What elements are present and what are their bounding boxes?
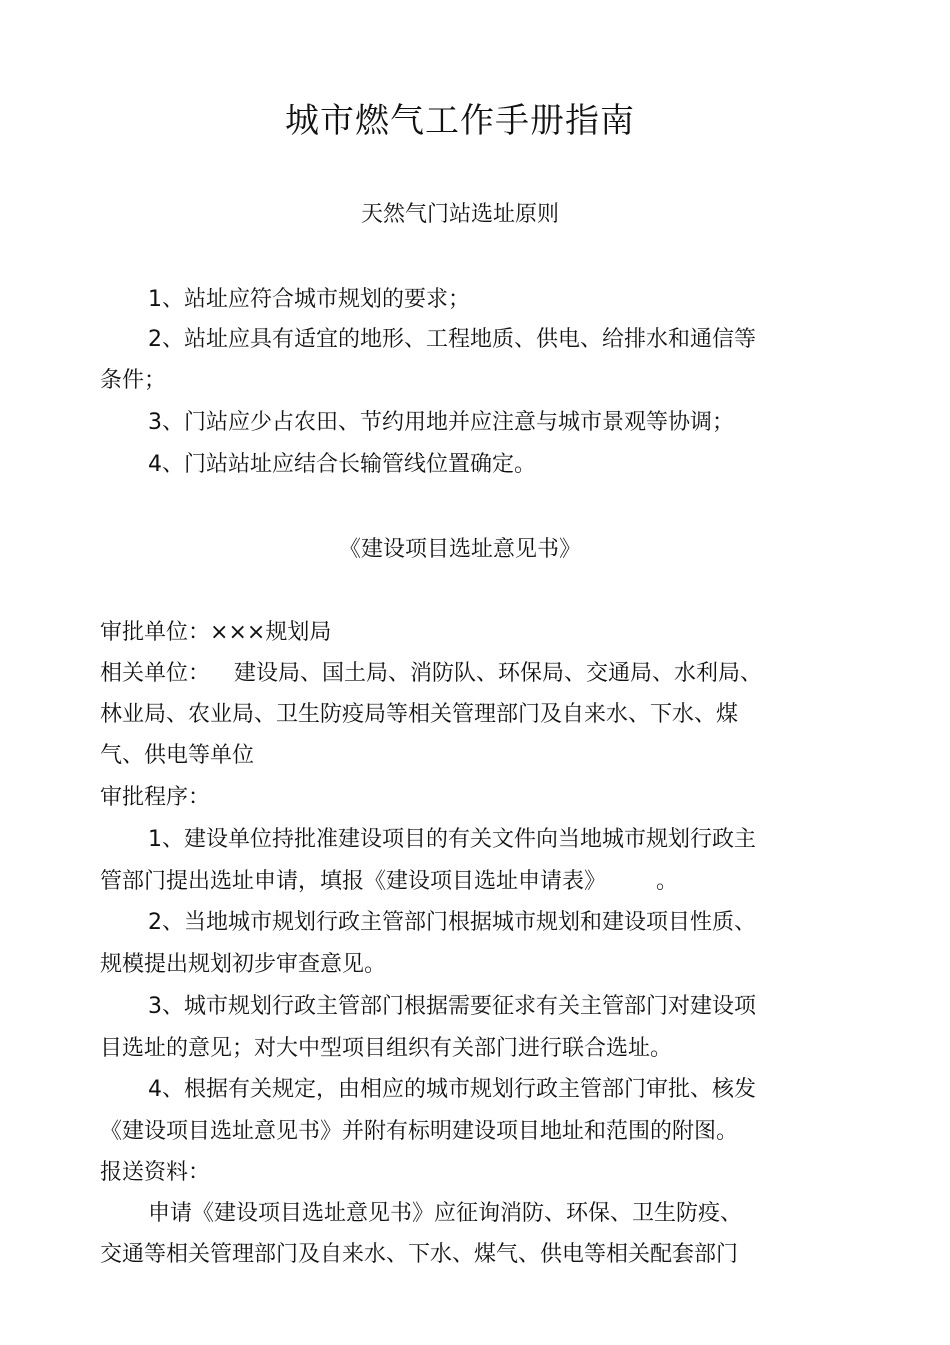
procedure-step-4-cont: 《建设项目选址意见书》并附有标明建设项目地址和范围的附图。 bbox=[100, 1119, 739, 1144]
procedure-step-1: 1、建设单位持批准建设项目的有关文件向当地城市规划行政主 bbox=[148, 827, 756, 852]
section-heading-site-opinion: 《建设项目选址意见书》 bbox=[338, 537, 581, 562]
principle-item-3: 3、门站应少占农田、节约用地并应注意与城市景观等协调； bbox=[148, 410, 734, 435]
procedure-step-4: 4、根据有关规定，由相应的城市规划行政主管部门审批、核发 bbox=[148, 1077, 756, 1102]
approval-unit-value: ×××规划局 bbox=[210, 620, 332, 645]
principle-item-1: 1、站址应符合城市规划的要求； bbox=[148, 287, 470, 312]
approval-unit-row bbox=[100, 618, 331, 648]
principle-item-2-cont: 条件； bbox=[100, 368, 167, 393]
procedure-step-1-text: 管部门提出选址申请，填报《建设项目选址申请表》 bbox=[100, 869, 607, 894]
related-units-label: 相关单位： bbox=[100, 661, 211, 686]
principle-item-2: 2、站址应具有适宜的地形、工程地质、供电、给排水和通信等 bbox=[148, 327, 756, 352]
procedure-step-3-cont: 目选址的意见；对大中型项目组织有关部门进行联合选址。 bbox=[100, 1036, 673, 1061]
procedure-label: 审批程序： bbox=[100, 785, 211, 810]
related-units-line-3: 气、供电等单位 bbox=[100, 743, 255, 768]
procedure-step-3: 3、城市规划行政主管部门根据需要征求有关主管部门对建设项 bbox=[148, 994, 756, 1019]
approval-unit-label: 审批单位： bbox=[100, 620, 211, 645]
submit-materials-line-1: 申请《建设项目选址意见书》应征询消防、环保、卫生防疫、 bbox=[148, 1201, 743, 1226]
procedure-step-1-period: 。 bbox=[656, 869, 679, 894]
related-units-line-2: 林业局、农业局、卫生防疫局等相关管理部门及自来水、下水、煤 bbox=[100, 702, 739, 727]
principle-item-4: 4、门站站址应结合长输管线位置确定。 bbox=[148, 452, 536, 477]
submit-materials-line-2: 交通等相关管理部门及自来水、下水、煤气、供电等相关配套部门 bbox=[100, 1242, 739, 1267]
procedure-step-1-cont bbox=[100, 867, 678, 897]
document-title: 城市燃气工作手册指南 bbox=[285, 101, 635, 141]
related-units-line-1: 建设局、国土局、消防队、环保局、交通局、水利局、 bbox=[234, 661, 763, 686]
related-units-row bbox=[100, 659, 762, 689]
procedure-step-2-cont: 规模提出规划初步审查意见。 bbox=[100, 952, 387, 977]
procedure-step-2: 2、当地城市规划行政主管部门根据城市规划和建设项目性质、 bbox=[148, 910, 756, 935]
section-heading-gate-station: 天然气门站选址原则 bbox=[360, 202, 559, 227]
submit-materials-label: 报送资料： bbox=[100, 1160, 211, 1185]
